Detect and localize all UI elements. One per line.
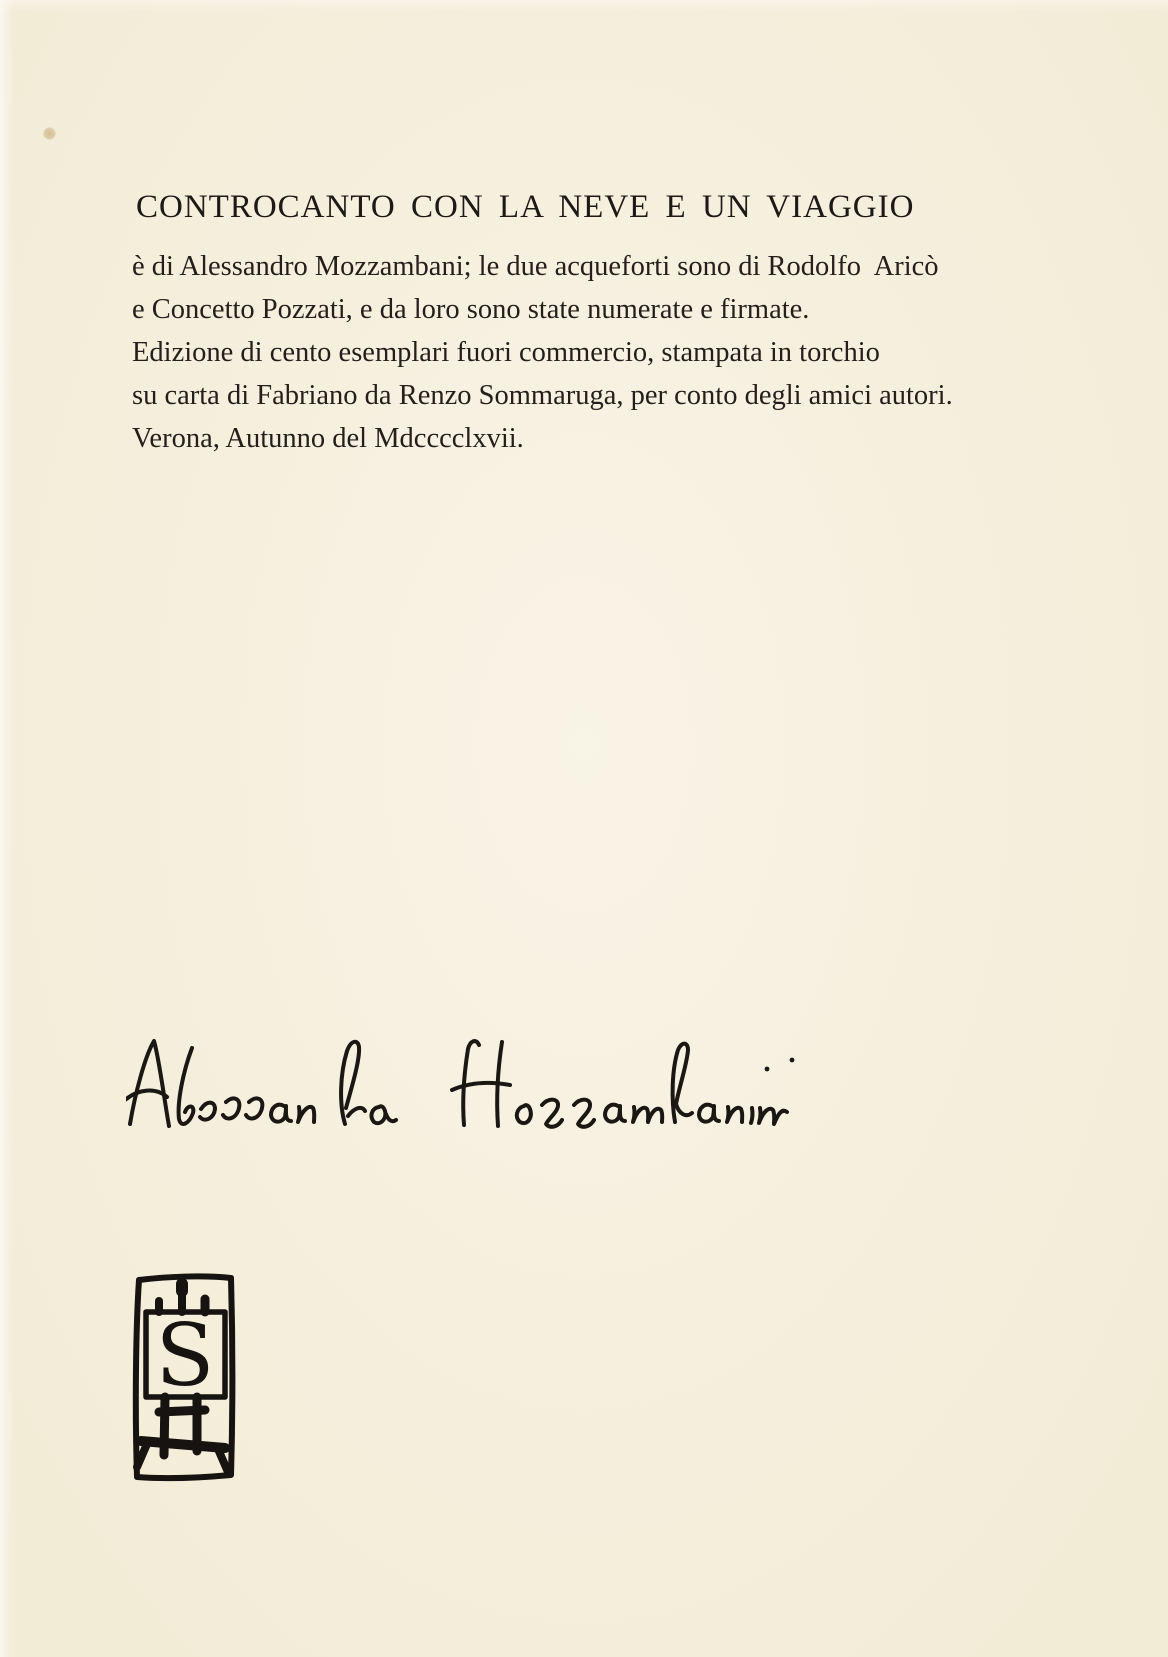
author-signature [126, 1032, 810, 1132]
colophon-line: Edizione di cento esemplari fuori commercio, stampata in torchio [132, 337, 880, 368]
colophon-title: CONTROCANTO CON LA NEVE E UN VIAGGIO [136, 189, 915, 225]
colophon-text [132, 245, 953, 460]
printer-mark-letter: S [155, 1306, 215, 1406]
colophon-line: Verona, Autunno del Mdcccclxvii. [132, 423, 524, 454]
colophon-line: è di Alessandro Mozzambani; le due acqueforti sono di Rodolfo Aricò [132, 251, 939, 282]
colophon-line: su carta di Fabriano da Renzo Sommaruga, per conto degli amici autori. [132, 380, 953, 411]
printer-mark-easel-logo [128, 1269, 240, 1485]
colophon-line: e Concetto Pozzati, e da loro sono state numerate e firmate. [132, 294, 810, 325]
paper-stain-spot [43, 127, 56, 140]
